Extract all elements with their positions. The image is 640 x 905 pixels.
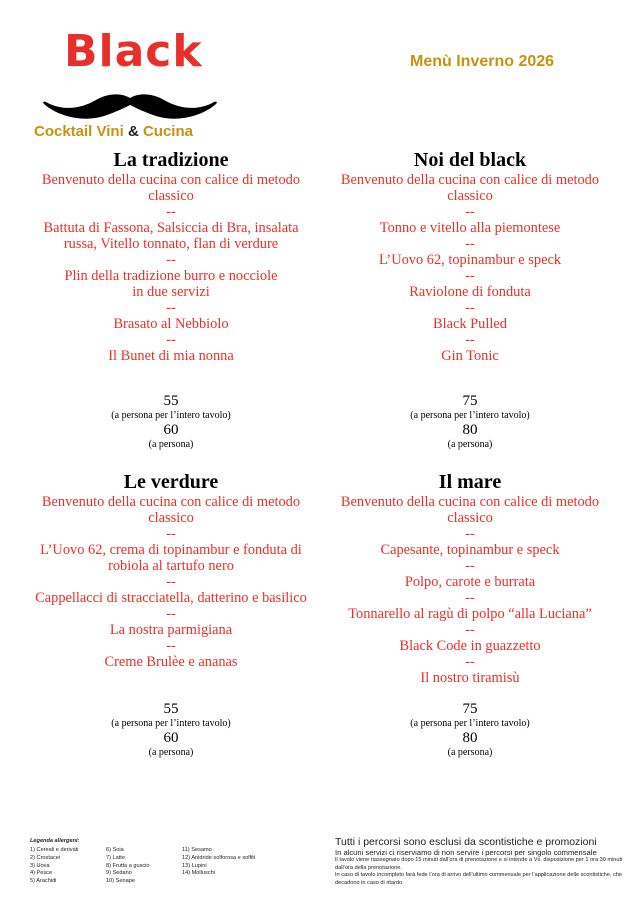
price-table-note: (a persona per l’intero tavolo) [111, 410, 231, 421]
allergen-item: 11) Sesamo [182, 847, 212, 853]
tagline-ampersand: & [127, 123, 139, 140]
separator: -- [465, 236, 475, 252]
season-title: Menù Inverno 2026 [410, 53, 555, 70]
course-item: Benvenuto della cucina con calice di metodo classico [41, 172, 301, 204]
price-block [30, 701, 312, 759]
separator: -- [465, 590, 475, 606]
policy-title: Tutti i percorsi sono esclusi da scontistiche e promozioni [335, 836, 597, 848]
price-table: 55 [163, 393, 179, 409]
allergen-item: 12) Anidride solforosa e solfiti [182, 854, 256, 861]
course-item: L’Uovo 62, topinambur e speck [378, 252, 562, 268]
allergen-item: 10) Senape [106, 878, 135, 885]
course-item: Polpo, carote e burrata [404, 574, 536, 590]
menu-noi-del-black [329, 149, 611, 459]
price-person-note: (a persona) [148, 747, 194, 758]
separator: -- [465, 204, 475, 220]
policy-line: Il tavolo viene riassegnato dopo 15 minuti dall’ora di prenotazione e si intende a Vs. disposizione per 1 ora 30 minuti dall’ora della prenotazione. [335, 857, 623, 871]
course-item: Benvenuto della cucina con calice di metodo classico [340, 172, 600, 204]
course-item: Gin Tonic [441, 348, 499, 364]
course-item: Cappellacci di stracciatella, datterino e basilico [35, 590, 307, 606]
tagline-part2: Cucina [142, 123, 193, 140]
menu-le-verdure [30, 471, 312, 771]
price-table-note: (a persona per l’intero tavolo) [410, 718, 530, 729]
tagline-part1: Cocktail Vini [34, 123, 124, 140]
price-table: 75 [462, 701, 478, 717]
course-item: Capesante, topinambur e speck [380, 542, 560, 558]
separator: -- [166, 574, 176, 590]
price-block [329, 701, 611, 759]
course-item: Plin della tradizione burro e nocciole in due servizi [64, 268, 278, 300]
allergen-item: 9) Sedano [106, 870, 132, 877]
price-person: 60 [163, 422, 179, 438]
allergen-column [106, 847, 182, 886]
menu-title: Le verdure [123, 471, 219, 493]
separator: -- [166, 526, 176, 542]
allergen-legend [30, 838, 292, 886]
course-item: Il Bunet di mia nonna [108, 348, 234, 364]
course-item: Creme Brulèe e ananas [104, 654, 238, 670]
policy-notes [335, 836, 625, 887]
separator: -- [166, 252, 176, 268]
separator: -- [166, 204, 176, 220]
menu-title: Noi del black [413, 149, 527, 171]
course-item: Tonnarello al ragù di polpo “alla Luciana” [348, 606, 592, 622]
course-item: Battuta di Fassona, Salsiccia di Bra, insalata russa, Vitello tonnato, flan di verdure [43, 220, 299, 252]
allergen-item: 6) Soia [106, 847, 124, 853]
separator: -- [166, 300, 176, 316]
separator: -- [166, 638, 176, 654]
allergen-item: 1) Cereali e derivati [30, 847, 79, 853]
allergen-legend-title: Legenda allergeni: [30, 838, 80, 844]
allergen-item: 7) Latte [106, 854, 125, 861]
course-item: Tonno e vitello alla piemontese [379, 220, 561, 236]
price-table-note: (a persona per l’intero tavolo) [111, 718, 231, 729]
tagline [34, 123, 193, 140]
allergen-item: 13) Lupini [182, 862, 207, 869]
allergen-column [30, 847, 106, 886]
price-table: 55 [163, 701, 179, 717]
course-item: Black Pulled [433, 316, 507, 332]
price-block [329, 393, 611, 451]
menu-la-tradizione [30, 149, 312, 459]
separator: -- [465, 654, 475, 670]
allergen-item: 4) Pesce [30, 870, 53, 877]
separator: -- [465, 268, 475, 284]
course-item: Il nostro tiramisù [420, 670, 520, 686]
course-item: La nostra parmigiana [109, 622, 233, 638]
course-item: Black Code in guazzetto [399, 638, 541, 654]
price-block [30, 393, 312, 451]
separator: -- [465, 332, 475, 348]
allergen-column [182, 847, 292, 886]
policy-subtitle: In alcuni servizi ci riserviamo di non servire i percorsi per singolo commensale [335, 848, 597, 857]
course-item: Benvenuto della cucina con calice di metodo classico [41, 494, 301, 526]
logo-wordmark: Black [64, 26, 203, 77]
price-person: 60 [163, 730, 179, 746]
price-person: 80 [462, 422, 478, 438]
separator: -- [465, 526, 475, 542]
logo [30, 14, 230, 140]
separator: -- [166, 332, 176, 348]
price-person: 80 [462, 730, 478, 746]
allergen-item: 3) Uova [30, 862, 50, 869]
separator: -- [166, 606, 176, 622]
course-item: Raviolone di fonduta [409, 284, 531, 300]
menu-title: La tradizione [113, 149, 229, 171]
policy-line: In caso di tavolo incompleto farà fede l’ora di arrivo dell’ultimo commensale per l’applicazione delle scontistiche, che decadono in caso di ritardo [335, 872, 622, 886]
course-item: Benvenuto della cucina con calice di metodo classico [340, 494, 600, 526]
price-person-note: (a persona) [447, 439, 493, 450]
separator: -- [465, 558, 475, 574]
separator: -- [465, 622, 475, 638]
menu-il-mare [329, 471, 611, 771]
price-table: 75 [462, 393, 478, 409]
price-table-note: (a persona per l’intero tavolo) [410, 410, 530, 421]
mustache-icon [42, 92, 218, 122]
course-item: L’Uovo 62, crema di topinambur e fonduta di robiola al tartufo nero [40, 542, 302, 574]
allergen-item: 8) Frutta a guscio [106, 862, 150, 869]
allergen-item: 2) Crostacei [30, 854, 61, 861]
course-item: Brasato al Nebbiolo [113, 316, 229, 332]
price-person-note: (a persona) [447, 747, 493, 758]
separator: -- [465, 300, 475, 316]
menu-title: Il mare [438, 471, 502, 493]
allergen-item: 14) Molluschi [182, 870, 215, 877]
allergen-item: 5) Arachidi [30, 878, 57, 885]
price-person-note: (a persona) [148, 439, 194, 450]
